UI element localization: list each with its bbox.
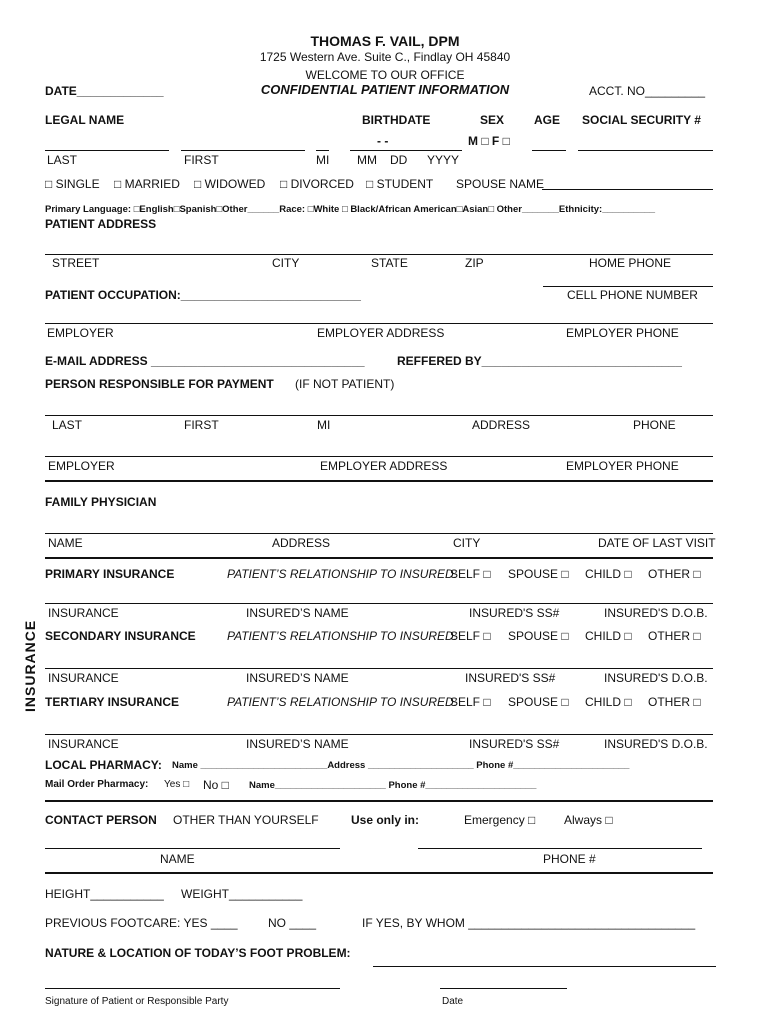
contact-phone-label: PHONE #: [543, 852, 596, 866]
mi-label: MI: [316, 153, 330, 167]
local-pharmacy-label: LOCAL PHARMACY:: [45, 758, 162, 772]
primary-child-checkbox[interactable]: CHILD □: [585, 567, 632, 581]
first-label: FIRST: [184, 153, 219, 167]
tertiary-self-checkbox[interactable]: SELF □: [450, 695, 491, 709]
secondary-ss-col: INSURED'S SS#: [465, 671, 556, 685]
secondary-self-checkbox[interactable]: SELF □: [450, 629, 491, 643]
always-checkbox[interactable]: Always □: [564, 813, 613, 827]
contact-heading: CONTACT PERSON: [45, 813, 157, 827]
signature-line[interactable]: [45, 988, 340, 989]
tertiary-relationship-label: PATIENT’S RELATIONSHIP TO INSURED:: [227, 695, 458, 709]
resp-mi-label: MI: [317, 418, 331, 432]
home-phone-label: HOME PHONE: [589, 256, 672, 270]
sex-heading: SEX: [480, 113, 505, 127]
date-field[interactable]: DATE_____________: [45, 84, 164, 98]
yyyy-label: YYYY: [427, 153, 460, 167]
responsible-line[interactable]: [45, 415, 713, 416]
dd-label: DD: [390, 153, 408, 167]
foot-problem-label: NATURE & LOCATION OF TODAY’S FOOT PROBLEM:: [45, 946, 351, 960]
first-name-input[interactable]: [181, 134, 305, 150]
referred-by-field[interactable]: REFFERED BY______________________________: [397, 354, 682, 368]
mail-order-no-checkbox[interactable]: No □: [203, 778, 229, 792]
secondary-insurance-heading: SECONDARY INSURANCE: [45, 629, 196, 643]
secondary-insurance-line[interactable]: [45, 668, 713, 669]
primary-insurance-heading: PRIMARY INSURANCE: [45, 567, 175, 581]
secondary-child-checkbox[interactable]: CHILD □: [585, 629, 632, 643]
secondary-relationship-label: PATIENT’S RELATIONSHIP TO INSURED:: [227, 629, 458, 643]
mm-label: MM: [357, 153, 377, 167]
spouse-name-label: SPOUSE NAME: [456, 177, 545, 191]
last-name-line: [45, 150, 169, 151]
demographics-line[interactable]: Primary Language: □English□Spanish□Other______Race: □White □ Black/African American□Asian□ Other_______Ethnicity:__________: [45, 204, 656, 215]
employer-label: EMPLOYER: [47, 326, 114, 340]
contact-name-line[interactable]: [45, 848, 340, 849]
resp-address-label: ADDRESS: [472, 418, 531, 432]
tertiary-insurance-col: INSURANCE: [48, 737, 119, 751]
section-divider: [45, 557, 713, 559]
office-address: 1725 Western Ave. Suite C., Findlay OH 45840: [259, 50, 511, 64]
tertiary-other-checkbox[interactable]: OTHER □: [648, 695, 701, 709]
street-label: STREET: [52, 256, 100, 270]
weight-field[interactable]: WEIGHT___________: [181, 887, 303, 901]
employer-phone-label: EMPLOYER PHONE: [566, 326, 679, 340]
resp-last-label: LAST: [52, 418, 83, 432]
tertiary-dob-col: INSURED'S D.O.B.: [604, 737, 708, 751]
contact-phone-line[interactable]: [418, 848, 702, 849]
resp-phone-label: PHONE: [633, 418, 676, 432]
legal-name-heading: LEGAL NAME: [45, 113, 125, 127]
last-visit-label: DATE OF LAST VISIT: [598, 536, 716, 550]
physician-name-label: NAME: [48, 536, 83, 550]
responsible-note: (IF NOT PATIENT): [295, 377, 395, 391]
contact-other-label: OTHER THAN YOURSELF: [173, 813, 319, 827]
primary-spouse-checkbox[interactable]: SPOUSE □: [508, 567, 569, 581]
occupation-field[interactable]: PATIENT OCCUPATION:___________________________: [45, 288, 361, 302]
tertiary-insured-name-col: INSURED’S NAME: [246, 737, 349, 751]
physician-heading: FAMILY PHYSICIAN: [45, 495, 157, 509]
primary-self-checkbox[interactable]: SELF □: [450, 567, 491, 581]
mail-order-label: Mail Order Pharmacy:: [45, 779, 149, 790]
use-only-label: Use only in:: [351, 813, 420, 827]
primary-dob-col: INSURED'S D.O.B.: [604, 606, 708, 620]
local-pharmacy-fields[interactable]: Name ________________________Address ____________________ Phone #______________________: [172, 760, 630, 771]
foot-problem-line[interactable]: [373, 966, 716, 967]
patient-address-heading: PATIENT ADDRESS: [45, 217, 157, 231]
physician-address-label: ADDRESS: [272, 536, 331, 550]
section-divider: [45, 480, 713, 482]
email-field[interactable]: E-MAIL ADDRESS ________________________________: [45, 354, 365, 368]
physician-city-label: CITY: [453, 536, 481, 550]
secondary-insured-name-col: INSURED’S NAME: [246, 671, 349, 685]
tertiary-insurance-line[interactable]: [45, 734, 713, 735]
secondary-spouse-checkbox[interactable]: SPOUSE □: [508, 629, 569, 643]
account-number-field[interactable]: ACCT. NO_________: [589, 84, 706, 98]
responsible-heading: PERSON RESPONSIBLE FOR PAYMENT: [45, 377, 274, 391]
signature-label: Signature of Patient or Responsible Party: [45, 996, 229, 1007]
primary-insurance-line[interactable]: [45, 603, 713, 604]
sex-checkboxes[interactable]: M □ F □: [468, 134, 510, 148]
secondary-insurance-col: INSURANCE: [48, 671, 119, 685]
previous-footcare-no-field[interactable]: NO ____: [268, 916, 317, 930]
mail-order-fields[interactable]: Name_____________________ Phone #_____________________: [249, 780, 537, 791]
primary-insured-name-col: INSURED’S NAME: [246, 606, 349, 620]
state-label: STATE: [371, 256, 408, 270]
mail-order-yes-checkbox[interactable]: Yes □: [164, 779, 190, 790]
secondary-other-checkbox[interactable]: OTHER □: [648, 629, 701, 643]
tertiary-insurance-heading: TERTIARY INSURANCE: [45, 695, 180, 709]
employer-line[interactable]: [45, 323, 713, 324]
signature-date-label: Date: [442, 996, 464, 1007]
employer-address-label: EMPLOYER ADDRESS: [317, 326, 445, 340]
divorced-checkbox[interactable]: □ DIVORCED: [280, 177, 354, 191]
secondary-dob-col: INSURED'S D.O.B.: [604, 671, 708, 685]
spouse-name-line[interactable]: [542, 189, 713, 190]
single-checkbox[interactable]: □ SINGLE: [45, 177, 100, 191]
first-name-line: [181, 150, 305, 151]
address-line[interactable]: [45, 254, 713, 255]
cell-phone-label: CELL PHONE NUMBER: [567, 288, 698, 302]
previous-footcare-field[interactable]: PREVIOUS FOOTCARE: YES ____: [45, 916, 238, 930]
student-checkbox[interactable]: □ STUDENT: [366, 177, 434, 191]
resp-employer-phone-label: EMPLOYER PHONE: [566, 459, 679, 473]
signature-date-line[interactable]: [440, 988, 567, 989]
primary-insurance-col: INSURANCE: [48, 606, 119, 620]
physician-line[interactable]: [45, 533, 713, 534]
primary-relationship-label: PATIENT’S RELATIONSHIP TO INSURED:: [227, 567, 458, 581]
resp-employer-address-label: EMPLOYER ADDRESS: [320, 459, 448, 473]
last-name-input[interactable]: [45, 134, 169, 150]
mi-line[interactable]: [316, 150, 329, 151]
tertiary-child-checkbox[interactable]: CHILD □: [585, 695, 632, 709]
by-whom-field[interactable]: IF YES, BY WHOM __________________________________: [362, 916, 696, 930]
birthdate-heading: BIRTHDATE: [362, 113, 431, 127]
age-line[interactable]: [532, 150, 566, 151]
age-heading: AGE: [534, 113, 561, 127]
primary-other-checkbox[interactable]: OTHER □: [648, 567, 701, 581]
resp-employer-line[interactable]: [45, 456, 713, 457]
ssn-heading: SOCIAL SECURITY #: [582, 113, 701, 127]
city-label: CITY: [272, 256, 300, 270]
resp-employer-label: EMPLOYER: [48, 459, 115, 473]
cell-phone-line[interactable]: [543, 286, 713, 287]
insurance-side-label: INSURANCE: [22, 619, 38, 712]
married-checkbox[interactable]: □ MARRIED: [114, 177, 180, 191]
welcome-text: WELCOME TO OUR OFFICE: [305, 68, 465, 82]
emergency-checkbox[interactable]: Emergency □: [464, 813, 536, 827]
contact-name-label: NAME: [160, 852, 195, 866]
zip-label: ZIP: [465, 256, 484, 270]
ssn-line[interactable]: [578, 150, 713, 151]
widowed-checkbox[interactable]: □ WIDOWED: [194, 177, 266, 191]
birthdate-separators: - -: [377, 134, 389, 148]
form-title: CONFIDENTIAL PATIENT INFORMATION: [260, 82, 510, 97]
section-divider: [45, 800, 713, 802]
last-label: LAST: [47, 153, 78, 167]
tertiary-spouse-checkbox[interactable]: SPOUSE □: [508, 695, 569, 709]
tertiary-ss-col: INSURED'S SS#: [469, 737, 560, 751]
primary-ss-col: INSURED'S SS#: [469, 606, 560, 620]
height-field[interactable]: HEIGHT___________: [45, 887, 164, 901]
section-divider: [45, 872, 713, 874]
birthdate-line[interactable]: [350, 150, 462, 151]
resp-first-label: FIRST: [184, 418, 219, 432]
doctor-name: THOMAS F. VAIL, DPM: [310, 33, 460, 49]
